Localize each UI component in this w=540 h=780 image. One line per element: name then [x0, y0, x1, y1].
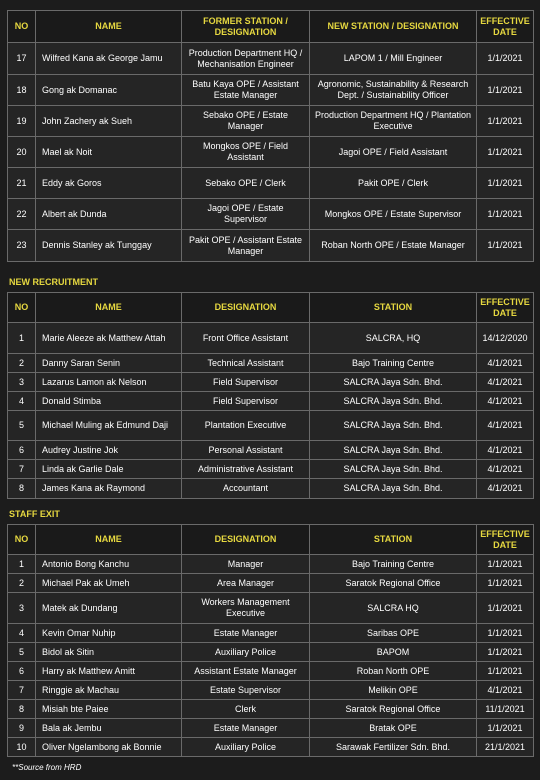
cell-station: SALCRA Jaya Sdn. Bhd.: [310, 479, 477, 499]
cell-name: Mael ak Noit: [36, 137, 182, 168]
col-station-header: STATION: [310, 525, 477, 555]
table-row: [8, 43, 534, 75]
cell-designation: Auxiliary Police: [182, 738, 310, 757]
cell-station: Bajo Training Centre: [310, 555, 477, 574]
cell-designation: Personal Assistant: [182, 441, 310, 460]
cell-date: 4/1/2021: [477, 411, 534, 441]
cell-station: SALCRA Jaya Sdn. Bhd.: [310, 411, 477, 441]
col-no-header: NO: [8, 11, 36, 43]
cell-former: Pakit OPE / Assistant Estate Manager: [182, 230, 310, 262]
cell-name: James Kana ak Raymond: [36, 479, 182, 499]
cell-name: Michael Muling ak Edmund Daji: [36, 411, 182, 441]
cell-no: 8: [8, 479, 36, 499]
cell-no: 1: [8, 555, 36, 574]
cell-designation: Clerk: [182, 700, 310, 719]
cell-date: 4/1/2021: [477, 479, 534, 499]
cell-station: Bajo Training Centre: [310, 354, 477, 373]
cell-new: Pakit OPE / Clerk: [310, 168, 477, 199]
cell-designation: Estate Manager: [182, 719, 310, 738]
col-no-header: NO: [8, 525, 36, 555]
cell-former: Batu Kaya OPE / Assistant Estate Manager: [182, 75, 310, 106]
cell-name: Ringgie ak Machau: [36, 681, 182, 700]
cell-name: Michael Pak ak Umeh: [36, 574, 182, 593]
table-row: [8, 593, 534, 624]
cell-no: 6: [8, 441, 36, 460]
table-row: [8, 681, 534, 700]
cell-date: 1/1/2021: [477, 662, 534, 681]
source-note: **Source from HRD: [12, 763, 82, 772]
cell-station: SALCRA, HQ: [310, 323, 477, 354]
cell-designation: Area Manager: [182, 574, 310, 593]
cell-name: Oliver Ngelambong ak Bonnie: [36, 738, 182, 757]
cell-name: Matek ak Dundang: [36, 593, 182, 624]
cell-no: 5: [8, 411, 36, 441]
cell-no: 6: [8, 662, 36, 681]
table-row: [8, 392, 534, 411]
cell-designation: Manager: [182, 555, 310, 574]
cell-date: 1/1/2021: [477, 624, 534, 643]
cell-name: Donald Stimba: [36, 392, 182, 411]
cell-name: Eddy ak Goros: [36, 168, 182, 199]
table-row: [8, 479, 534, 499]
col-name-header: NAME: [36, 293, 182, 323]
cell-name: Linda ak Garlie Dale: [36, 460, 182, 479]
table-row: [8, 662, 534, 681]
col-station-header: STATION: [310, 293, 477, 323]
cell-name: Bidol ak Sitin: [36, 643, 182, 662]
cell-date: 1/1/2021: [477, 593, 534, 624]
cell-date: 1/1/2021: [477, 106, 534, 137]
cell-no: 9: [8, 719, 36, 738]
cell-new: Production Department HQ / Plantation Executive: [310, 106, 477, 137]
cell-designation: Front Office Assistant: [182, 323, 310, 354]
cell-station: BAPOM: [310, 643, 477, 662]
cell-date: 4/1/2021: [477, 373, 534, 392]
cell-date: 1/1/2021: [477, 199, 534, 230]
cell-name: Kevin Omar Nuhip: [36, 624, 182, 643]
table-row: [8, 230, 534, 262]
cell-no: 18: [8, 75, 36, 106]
cell-name: Dennis Stanley ak Tunggay: [36, 230, 182, 262]
cell-date: 1/1/2021: [477, 43, 534, 75]
cell-station: Melikin OPE: [310, 681, 477, 700]
cell-date: 1/1/2021: [477, 719, 534, 738]
cell-no: 1: [8, 323, 36, 354]
cell-new: Agronomic, Sustainability & Research Dept. / Sustainability Officer: [310, 75, 477, 106]
table-row: [8, 700, 534, 719]
cell-former: Sebako OPE / Estate Manager: [182, 106, 310, 137]
col-former-header: FORMER STATION / DESIGNATION: [182, 11, 310, 43]
recruitment-header-row: [8, 293, 534, 323]
cell-designation: Administrative Assistant: [182, 460, 310, 479]
transfers-header-row: [8, 11, 534, 43]
cell-station: SALCRA Jaya Sdn. Bhd.: [310, 460, 477, 479]
cell-designation: Plantation Executive: [182, 411, 310, 441]
cell-name: Misiah bte Paiee: [36, 700, 182, 719]
table-row: [8, 199, 534, 230]
cell-no: 4: [8, 392, 36, 411]
cell-station: SALCRA Jaya Sdn. Bhd.: [310, 441, 477, 460]
cell-station: SALCRA Jaya Sdn. Bhd.: [310, 373, 477, 392]
cell-name: Wilfred Kana ak George Jamu: [36, 43, 182, 75]
cell-station: Bratak OPE: [310, 719, 477, 738]
table-row: [8, 373, 534, 392]
table-row: [8, 106, 534, 137]
cell-no: 4: [8, 624, 36, 643]
cell-station: Saribas OPE: [310, 624, 477, 643]
cell-no: 2: [8, 354, 36, 373]
cell-name: Antonio Bong Kanchu: [36, 555, 182, 574]
cell-no: 19: [8, 106, 36, 137]
cell-name: Danny Saran Senin: [36, 354, 182, 373]
cell-designation: Estate Supervisor: [182, 681, 310, 700]
table-row: [8, 738, 534, 757]
cell-name: Albert ak Dunda: [36, 199, 182, 230]
cell-station: SALCRA HQ: [310, 593, 477, 624]
cell-no: 20: [8, 137, 36, 168]
cell-date: 1/1/2021: [477, 230, 534, 262]
exit-header-row: [8, 525, 534, 555]
cell-no: 17: [8, 43, 36, 75]
cell-new: LAPOM 1 / Mill Engineer: [310, 43, 477, 75]
transfers-table: [7, 10, 534, 262]
cell-name: Lazarus Lamon ak Nelson: [36, 373, 182, 392]
col-no-header: NO: [8, 293, 36, 323]
cell-name: John Zachery ak Sueh: [36, 106, 182, 137]
table-row: [8, 460, 534, 479]
cell-former: Mongkos OPE / Field Assistant: [182, 137, 310, 168]
col-name-header: NAME: [36, 11, 182, 43]
cell-former: Jagoi OPE / Estate Supervisor: [182, 199, 310, 230]
cell-no: 22: [8, 199, 36, 230]
col-designation-header: DESIGNATION: [182, 525, 310, 555]
col-designation-header: DESIGNATION: [182, 293, 310, 323]
cell-designation: Accountant: [182, 479, 310, 499]
new-recruitment-title: NEW RECRUITMENT: [9, 277, 98, 287]
cell-no: 3: [8, 593, 36, 624]
cell-designation: Auxiliary Police: [182, 643, 310, 662]
col-date-header: EFFECTIVE DATE: [477, 293, 534, 323]
cell-date: 1/1/2021: [477, 574, 534, 593]
cell-former: Production Department HQ / Mechanisation Engineer: [182, 43, 310, 75]
cell-date: 4/1/2021: [477, 392, 534, 411]
cell-no: 10: [8, 738, 36, 757]
cell-no: 7: [8, 681, 36, 700]
cell-date: 4/1/2021: [477, 681, 534, 700]
cell-name: Audrey Justine Jok: [36, 441, 182, 460]
staff-exit-title: STAFF EXIT: [9, 509, 60, 519]
table-row: [8, 719, 534, 738]
cell-date: 1/1/2021: [477, 555, 534, 574]
table-row: [8, 168, 534, 199]
table-row: [8, 441, 534, 460]
cell-station: Roban North OPE: [310, 662, 477, 681]
cell-no: 23: [8, 230, 36, 262]
exit-table: [7, 524, 534, 757]
cell-date: 4/1/2021: [477, 354, 534, 373]
table-row: [8, 555, 534, 574]
cell-designation: Workers Management Executive: [182, 593, 310, 624]
col-new-header: NEW STATION / DESIGNATION: [310, 11, 477, 43]
cell-date: 1/1/2021: [477, 75, 534, 106]
cell-name: Harry ak Matthew Amitt: [36, 662, 182, 681]
cell-designation: Field Supervisor: [182, 373, 310, 392]
table-row: [8, 411, 534, 441]
cell-new: Jagoi OPE / Field Assistant: [310, 137, 477, 168]
cell-date: 21/1/2021: [477, 738, 534, 757]
table-row: [8, 323, 534, 354]
cell-date: 4/1/2021: [477, 441, 534, 460]
col-name-header: NAME: [36, 525, 182, 555]
cell-date: 4/1/2021: [477, 460, 534, 479]
cell-station: Sarawak Fertilizer Sdn. Bhd.: [310, 738, 477, 757]
table-row: [8, 643, 534, 662]
table-row: [8, 624, 534, 643]
cell-designation: Field Supervisor: [182, 392, 310, 411]
col-date-header: EFFECTIVE DATE: [477, 11, 534, 43]
cell-station: Saratok Regional Office: [310, 574, 477, 593]
cell-no: 21: [8, 168, 36, 199]
table-row: [8, 354, 534, 373]
cell-name: Marie Aleeze ak Matthew Attah: [36, 323, 182, 354]
cell-no: 5: [8, 643, 36, 662]
cell-new: Roban North OPE / Estate Manager: [310, 230, 477, 262]
cell-no: 8: [8, 700, 36, 719]
col-date-header: EFFECTIVE DATE: [477, 525, 534, 555]
cell-date: 1/1/2021: [477, 643, 534, 662]
cell-date: 14/12/2020: [477, 323, 534, 354]
table-row: [8, 574, 534, 593]
table-row: [8, 75, 534, 106]
cell-no: 2: [8, 574, 36, 593]
cell-name: Gong ak Domanac: [36, 75, 182, 106]
cell-date: 1/1/2021: [477, 137, 534, 168]
cell-name: Bala ak Jembu: [36, 719, 182, 738]
table-row: [8, 137, 534, 168]
recruitment-table: [7, 292, 534, 499]
cell-station: SALCRA Jaya Sdn. Bhd.: [310, 392, 477, 411]
cell-date: 11/1/2021: [477, 700, 534, 719]
cell-no: 7: [8, 460, 36, 479]
cell-designation: Estate Manager: [182, 624, 310, 643]
cell-date: 1/1/2021: [477, 168, 534, 199]
cell-former: Sebako OPE / Clerk: [182, 168, 310, 199]
cell-station: Saratok Regional Office: [310, 700, 477, 719]
cell-designation: Technical Assistant: [182, 354, 310, 373]
cell-no: 3: [8, 373, 36, 392]
cell-new: Mongkos OPE / Estate Supervisor: [310, 199, 477, 230]
cell-designation: Assistant Estate Manager: [182, 662, 310, 681]
